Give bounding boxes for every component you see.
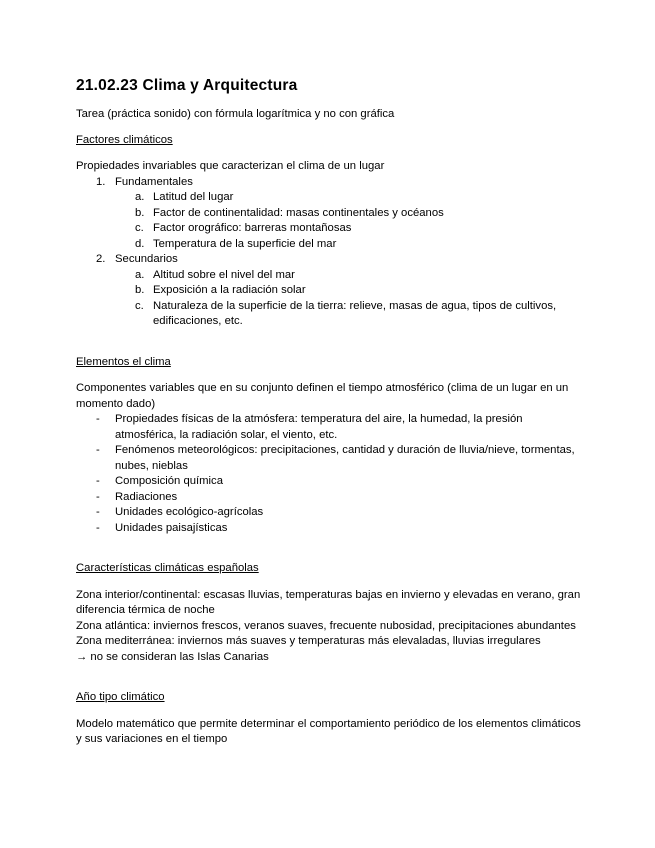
list-item: [76, 221, 581, 237]
list-item-text: Temperatura de la superficie del mar: [153, 237, 337, 250]
intro-note: Tarea (práctica sonido) con fórmula logarítmica y no con gráfica: [76, 108, 395, 120]
list-marker: a.: [135, 191, 145, 203]
elementos-heading: Elementos el clima: [76, 355, 171, 368]
list-item-text: Factor de continentalidad: masas continentales y océanos: [153, 206, 444, 219]
list-item-text: Latitud del lugar: [153, 191, 234, 203]
list-marker: c.: [135, 222, 144, 234]
anio-heading: Año tipo climático: [76, 691, 165, 703]
factores-heading: Factores climáticos: [76, 133, 173, 146]
factores-group-fundamentales: [76, 175, 581, 253]
list-item: [76, 237, 581, 253]
list-item: [76, 521, 581, 537]
caracteristicas-heading: Características climáticas españolas: [76, 562, 259, 574]
list-item-text: Propiedades físicas de la atmósfera: temperatura del aire, la humedad, la presión atmosférica, la radiación solar, el viento, etc.: [115, 413, 523, 441]
list-item-text: Radiaciones: [115, 490, 178, 503]
list-item-text: Unidades paisajísticas: [115, 521, 228, 534]
list-marker: c.: [135, 299, 144, 312]
list-item: [76, 443, 581, 474]
fundamentales-sublist: [115, 190, 581, 252]
list-item: [76, 412, 581, 443]
list-marker: a.: [135, 268, 145, 281]
group-label: Secundarios: [115, 253, 178, 265]
list-marker: -: [96, 444, 100, 456]
list-item-text: Fenómenos meteorológicos: precipitaciones, cantidad y duración de lluvia/nieve, tormentas, nubes, nieblas: [115, 444, 575, 472]
list-item: [76, 299, 581, 330]
list-marker: d.: [135, 237, 145, 250]
list-item-text: Factor orográfico: barreras montañosas: [153, 222, 352, 234]
list-marker: 2.: [96, 253, 106, 265]
list-marker: -: [96, 490, 100, 503]
canarias-note: → no se consideran las Islas Canarias: [76, 650, 269, 663]
document-page: [76, 76, 581, 748]
list-item-text: Exposición a la radiación solar: [153, 284, 306, 296]
factores-lead: Propiedades invariables que caracterizan el clima de un lugar: [76, 160, 385, 172]
list-marker: b.: [135, 284, 145, 296]
list-item-text: Naturaleza de la superficie de la tierra: relieve, masas de agua, tipos de cultivos, edificaciones, etc.: [153, 299, 557, 327]
elementos-list: [76, 412, 581, 536]
factores-list: [76, 175, 581, 330]
group-label: Fundamentales: [115, 175, 193, 188]
secundarios-sublist: [115, 268, 581, 330]
list-item-text: Altitud sobre el nivel del mar: [153, 268, 295, 281]
list-marker: b.: [135, 206, 145, 219]
list-marker: 1.: [96, 175, 106, 188]
list-marker: -: [96, 506, 100, 518]
list-item: [76, 268, 581, 284]
list-item: [76, 190, 581, 206]
list-marker: -: [96, 413, 100, 425]
elementos-lead: Componentes variables que en su conjunto definen el tiempo atmosférico (clima de un lugar en un momento dado): [76, 382, 569, 410]
anio-text: Modelo matemático que permite determinar el comportamiento periódico de los elementos climáticos y sus variaciones en el tiempo: [76, 717, 581, 745]
page-title: 21.02.23 Clima y Arquitectura: [76, 77, 298, 94]
zona-mediterranea: Zona mediterránea: inviernos más suaves y temperaturas más elevaladas, lluvias irregulares: [76, 635, 541, 647]
list-item: [76, 505, 581, 521]
list-item: [76, 474, 581, 490]
list-item-text: Unidades ecológico-agrícolas: [115, 506, 264, 518]
list-item: [76, 206, 581, 222]
list-marker: -: [96, 521, 100, 534]
list-item-text: Composición química: [115, 475, 223, 487]
list-marker: -: [96, 475, 100, 487]
zona-interior: Zona interior/continental: escasas lluvias, temperaturas bajas en invierno y elevadas en verano, gran diferencia térmica de noche: [76, 588, 581, 616]
list-item: [76, 283, 581, 299]
factores-group-secundarios: [76, 252, 581, 330]
list-item: [76, 490, 581, 506]
zona-atlantica: Zona atlántica: inviernos frescos, veranos suaves, frecuente nubosidad, precipitaciones abundantes: [76, 619, 576, 632]
